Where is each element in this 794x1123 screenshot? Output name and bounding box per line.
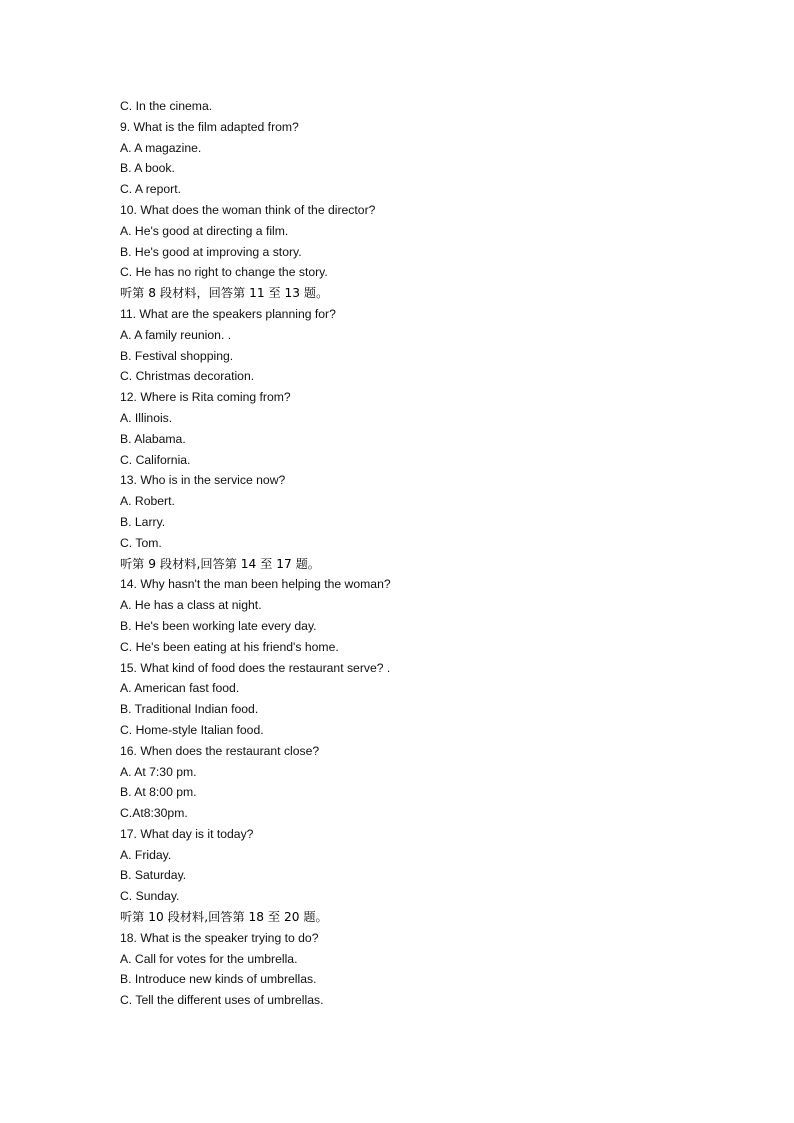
answer-option: B. Festival shopping. [120, 348, 234, 363]
answer-option: A. At 7:30 pm. [120, 764, 197, 779]
answer-option: A. Call for votes for the umbrella. [120, 951, 298, 966]
answer-option: B. He's been working late every day. [120, 618, 317, 633]
question-text: 10. What does the woman think of the director? [120, 202, 376, 217]
question-text: 16. When does the restaurant close? [120, 743, 320, 758]
question-text: 11. What are the speakers planning for? [120, 306, 336, 321]
section-heading: 听第 9 段材料,回答第 14 至 17 题。 [120, 556, 320, 571]
answer-option: A. He's good at directing a film. [120, 223, 289, 238]
answer-option: B. He's good at improving a story. [120, 244, 302, 259]
answer-option: C.At8:30pm. [120, 806, 188, 821]
answer-option: C. California. [120, 452, 191, 467]
answer-option: B. A book. [120, 161, 175, 176]
answer-option: C. He has no right to change the story. [120, 265, 328, 280]
answer-option: A. American fast food. [120, 681, 240, 696]
question-text: 15. What kind of food does the restaurant serve? . [120, 660, 391, 675]
answer-option: B. At 8:00 pm. [120, 785, 197, 800]
answer-option: A. He has a class at night. [120, 598, 262, 613]
question-text: 9. What is the film adapted from? [120, 119, 299, 134]
question-text: 17. What day is it today? [120, 826, 254, 841]
answer-option: C. Sunday. [120, 889, 180, 904]
answer-option: B. Introduce new kinds of umbrellas. [120, 972, 317, 987]
answer-option: C. He's been eating at his friend's home. [120, 639, 339, 654]
question-text: 12. Where is Rita coming from? [120, 390, 291, 405]
answer-option: B. Traditional Indian food. [120, 702, 259, 717]
answer-option: C. Tell the different uses of umbrellas. [120, 993, 324, 1008]
answer-option: C. Christmas decoration. [120, 369, 255, 384]
answer-option: C. A report. [120, 182, 181, 197]
answer-option: B. Alabama. [120, 431, 186, 446]
question-text: 13. Who is in the service now? [120, 473, 286, 488]
section-heading: 听第 8 段材料，回答第 11 至 13 题。 [120, 286, 329, 301]
answer-option: A. Illinois. [120, 410, 173, 425]
answer-option: B. Larry. [120, 514, 166, 529]
answer-option: B. Saturday. [120, 868, 187, 883]
answer-option: C. Home-style Italian food. [120, 722, 264, 737]
answer-option: A. Robert. [120, 494, 175, 509]
document-body [120, 96, 720, 1011]
question-text: 14. Why hasn't the man been helping the woman? [120, 577, 391, 592]
answer-option: A. A family reunion. . [120, 327, 232, 342]
answer-option: C. In the cinema. [120, 99, 213, 113]
answer-option: A. Friday. [120, 847, 172, 862]
question-text: 18. What is the speaker trying to do? [120, 930, 319, 945]
section-heading: 听第 10 段材料,回答第 18 至 20 题。 [120, 910, 328, 925]
answer-option: C. Tom. [120, 535, 162, 550]
answer-option: A. A magazine. [120, 140, 202, 155]
